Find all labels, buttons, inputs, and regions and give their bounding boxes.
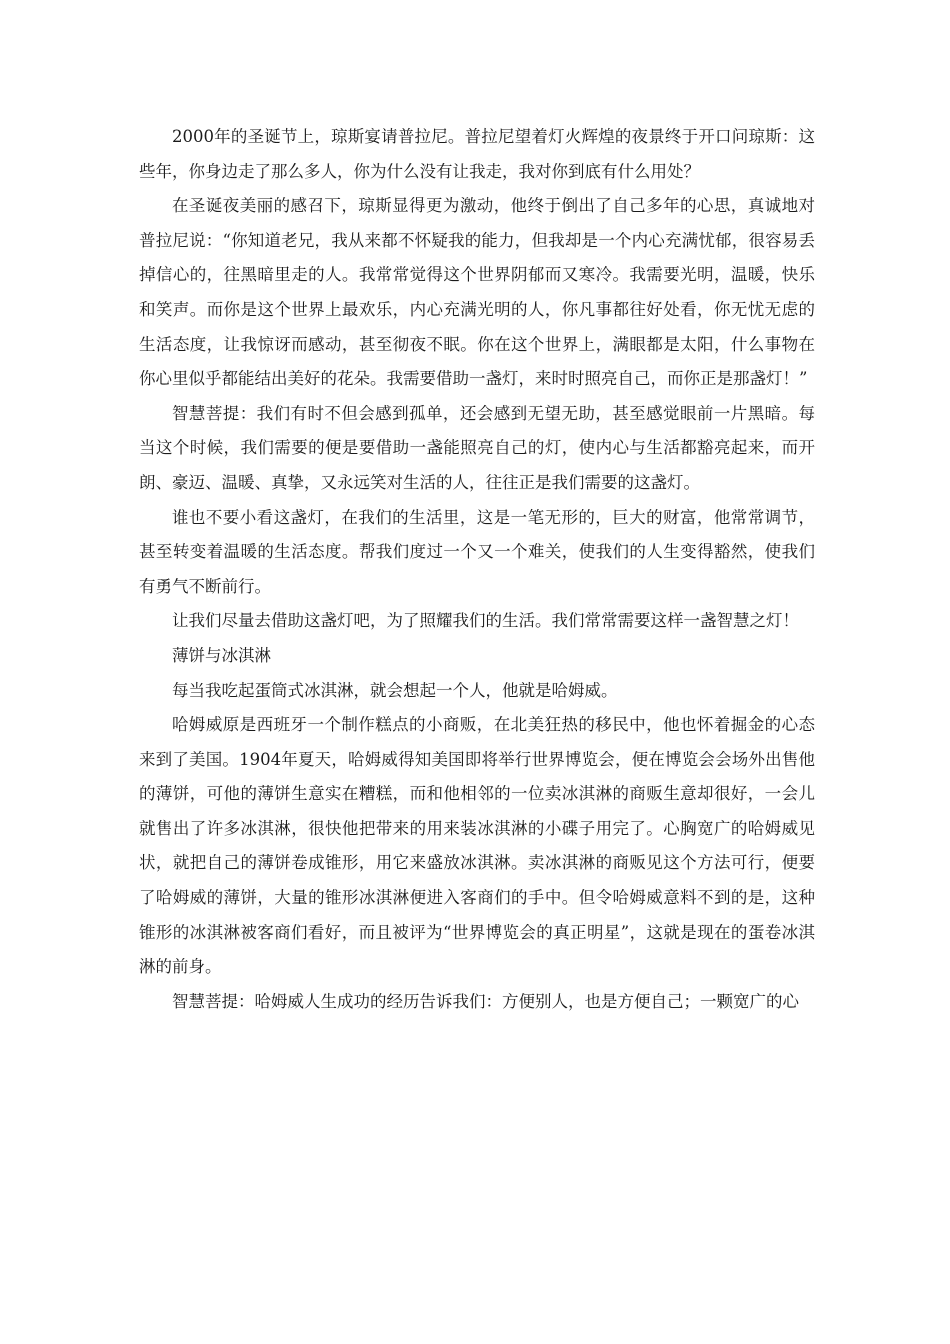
paragraph-hamwi-story: 哈姆威原是西班牙一个制作糕点的小商贩，在北美狂热的移民中，他也怀着掘金的心态来到了美国。1904年夏天，哈姆威得知美国即将举行世界博览会，便在博览会会场外出售他的薄饼，可他的薄饼生意实在糟糕，而和他相邻的一位卖冰淇淋的商贩生意却很好，一会儿就售出了许多冰淇淋，很快他把带来的用来装冰淇淋的小碟子用完了。心胸宽广的哈姆威见状，就把自己的薄饼卷成锥形，用它来盛放冰淇淋。卖冰淇淋的商贩见这个方法可行，便要了哈姆威的薄饼，大量的锥形冰淇淋便进入客商们的手中。但令哈姆威意料不到的是，这种锥形的冰淇淋被客商们看好，而且被评为“世界博览会的真正明星”，这就是现在的蛋卷冰淇淋的前身。 [139,715,815,977]
paragraph-christmas-dinner: 2000年的圣诞节上，琼斯宴请普拉尼。普拉尼望着灯火辉煌的夜景终于开口问琼斯：这些年，你身边走了那么多人，你为什么没有让我走，我对你到底有什么用处？ [139,127,815,181]
section-title: 薄饼与冰淇淋 [172,645,271,665]
paragraph-ice-cream-intro: 每当我吃起蛋筒式冰淇淋，就会想起一个人，他就是哈姆威。 [172,680,618,700]
document-body [139,120,815,1019]
paragraph-lamp-conclusion: 让我们尽量去借助这盏灯吧，为了照耀我们的生活。我们常常需要这样一盏智慧之灯！ [172,611,799,631]
paragraph-wisdom-hamwi: 智慧菩提：哈姆威人生成功的经历告诉我们：方便别人，也是方便自己；一颗宽广的心 [172,991,799,1011]
paragraph-jones-speech: 在圣诞夜美丽的感召下，琼斯显得更为激动，他终于倒出了自己多年的心思，真诚地对普拉尼说：“你知道老兄，我从来都不怀疑我的能力，但我却是一个内心充满忧郁，很容易丢掉信心的，往黑暗里走的人。我常常觉得这个世界阴郁而又寒冷。我需要光明，温暖，快乐和笑声。而你是这个世界上最欢乐，内心充满光明的人，你凡事都往好处看，你无忧无虑的生活态度，让我惊讶而感动，甚至彻夜不眠。你在这个世界上，满眼都是太阳，什么事物在你心里似乎都能结出美好的花朵。我需要借助一盏灯，来时时照亮自己，而你正是那盏灯！” [139,196,815,389]
paragraph-lamp-value: 谁也不要小看这盏灯，在我们的生活里，这是一笔无形的，巨大的财富，他常常调节，甚至转变着温暖的生活态度。帮我们度过一个又一个难关，使我们的人生变得豁然，使我们有勇气不断前行。 [139,507,815,596]
paragraph-wisdom-lamp: 智慧菩提：我们有时不但会感到孤单，还会感到无望无助，甚至感觉眼前一片黑暗。每当这个时候，我们需要的便是要借助一盏能照亮自己的灯，使内心与生活都豁亮起来，而开朗、豪迈、温暖、真挚，又永远笑对生活的人，往往正是我们需要的这盏灯。 [139,403,815,492]
